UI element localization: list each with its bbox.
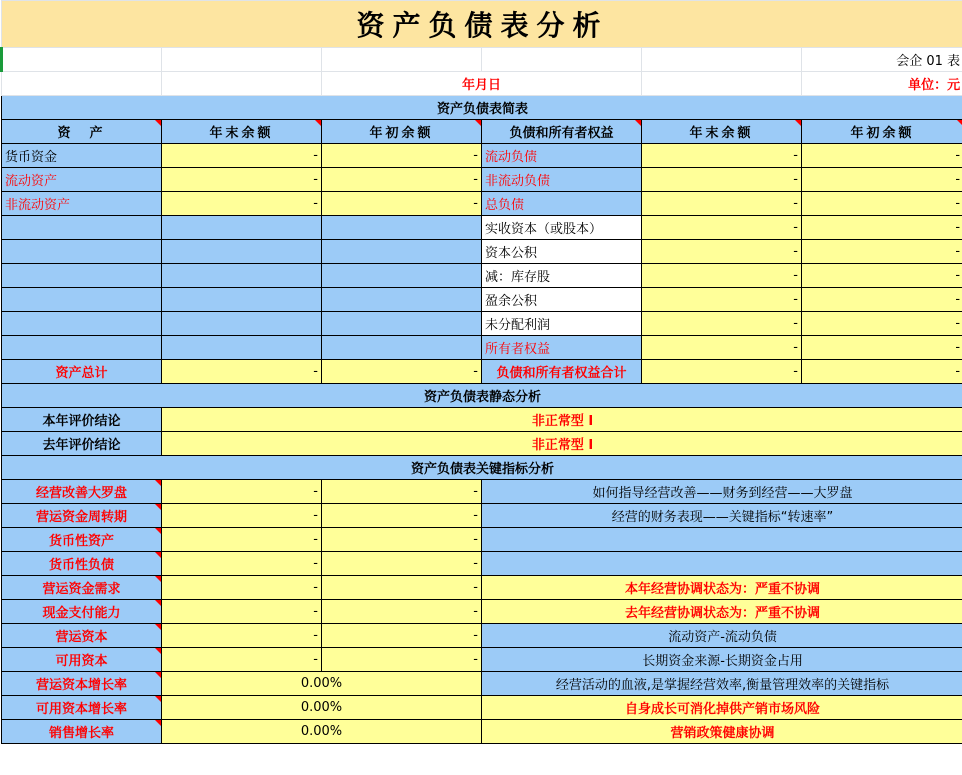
indicator-year-begin[interactable]: - [322, 528, 482, 552]
liability-year-end-value[interactable]: - [642, 216, 802, 240]
indicator-year-end[interactable]: - [162, 600, 322, 624]
unit-label[interactable]: 单位：元 [802, 72, 962, 96]
blank-cell[interactable] [642, 72, 802, 96]
liability-year-begin-value[interactable]: - [802, 312, 962, 336]
col-header-year-end[interactable]: 年末余额 [162, 120, 322, 144]
blank-cell[interactable] [322, 48, 482, 72]
indicator-year-begin[interactable]: - [322, 624, 482, 648]
indicator-year-begin[interactable]: - [322, 552, 482, 576]
indicator-year-begin[interactable]: - [322, 648, 482, 672]
total-liabilities-year-begin[interactable]: - [802, 360, 962, 384]
blank-cell[interactable] [2, 72, 162, 96]
liability-label[interactable]: 盈余公积 [482, 288, 642, 312]
liability-label[interactable]: 资本公积 [482, 240, 642, 264]
indicator-note[interactable]: 如何指导经营改善——财务到经营——大罗盘 [482, 480, 962, 504]
table-row [2, 624, 962, 648]
indicator-year-end[interactable]: - [162, 648, 322, 672]
indicator-note[interactable] [482, 552, 962, 576]
col-header-year-end[interactable]: 年末余额 [642, 120, 802, 144]
liability-year-end-value[interactable]: - [642, 168, 802, 192]
form-number[interactable]: 会企 01 表 [802, 48, 962, 72]
indicator-year-end[interactable]: - [162, 528, 322, 552]
blank-cell[interactable] [162, 72, 322, 96]
indicator-year-end[interactable]: - [162, 504, 322, 528]
indicator-label[interactable]: 经营改善大罗盘 [2, 480, 162, 504]
table-row [2, 480, 962, 504]
indicator-label[interactable]: 现金支付能力 [2, 600, 162, 624]
liability-label[interactable]: 总负债 [482, 192, 642, 216]
blank-cell[interactable] [162, 288, 322, 312]
asset-year-begin-value[interactable]: - [322, 168, 482, 192]
section-static-analysis-header: 资产负债表静态分析 [2, 384, 962, 408]
liability-year-end-value[interactable]: - [642, 240, 802, 264]
liability-label[interactable]: 非流动负债 [482, 168, 642, 192]
table-row [2, 672, 962, 696]
page-title: 资产负债表分析 [2, 1, 962, 48]
blank-cell[interactable] [322, 336, 482, 360]
indicator-year-begin[interactable]: - [322, 576, 482, 600]
col-header-year-begin[interactable]: 年初余额 [802, 120, 962, 144]
indicator-note[interactable]: 长期资金来源-长期资金占用 [482, 648, 962, 672]
blank-cell[interactable] [322, 216, 482, 240]
asset-label[interactable] [2, 264, 162, 288]
rate-note[interactable]: 营销政策健康协调 [482, 720, 962, 744]
table-row [2, 216, 962, 240]
liability-year-end-value[interactable]: - [642, 192, 802, 216]
liability-year-begin-value[interactable]: - [802, 168, 962, 192]
table-row [2, 192, 962, 216]
section-summary-header: 资产负债表简表 [2, 96, 962, 120]
blank-cell[interactable] [322, 288, 482, 312]
table-row [2, 288, 962, 312]
table-row [2, 504, 962, 528]
col-header-assets[interactable]: 资 产 [2, 120, 162, 144]
asset-label[interactable]: 货币资金 [2, 144, 162, 168]
last-year-conclusion-label[interactable]: 去年评价结论 [2, 432, 162, 456]
table-row [2, 168, 962, 192]
col-header-liabilities[interactable]: 负债和所有者权益 [482, 120, 642, 144]
liability-year-begin-value[interactable]: - [802, 336, 962, 360]
liability-label[interactable]: 流动负债 [482, 144, 642, 168]
indicator-note[interactable]: 去年经营协调状态为：严重不协调 [482, 600, 962, 624]
indicator-year-end[interactable]: - [162, 576, 322, 600]
table-row [2, 600, 962, 624]
indicator-label[interactable]: 可用资本 [2, 648, 162, 672]
asset-label[interactable]: 流动资产 [2, 168, 162, 192]
asset-label[interactable]: 非流动资产 [2, 192, 162, 216]
asset-label[interactable] [2, 312, 162, 336]
blank-cell[interactable] [482, 48, 642, 72]
blank-cell[interactable] [162, 240, 322, 264]
rate-label[interactable]: 可用资本增长率 [2, 696, 162, 720]
total-assets-year-end[interactable]: - [162, 360, 322, 384]
liability-year-end-value[interactable]: - [642, 288, 802, 312]
liability-year-end-value[interactable]: - [642, 312, 802, 336]
liability-year-begin-value[interactable]: - [802, 192, 962, 216]
indicator-year-end[interactable]: - [162, 480, 322, 504]
indicator-year-end[interactable]: - [162, 552, 322, 576]
table-row [2, 408, 962, 432]
indicator-note[interactable] [482, 528, 962, 552]
asset-label[interactable] [2, 216, 162, 240]
rate-value[interactable]: 0.00% [162, 696, 482, 720]
indicator-year-begin[interactable]: - [322, 504, 482, 528]
asset-year-begin-value[interactable]: - [322, 192, 482, 216]
asset-label[interactable] [2, 288, 162, 312]
liability-year-end-value[interactable]: - [642, 264, 802, 288]
col-header-year-begin[interactable]: 年初余额 [322, 120, 482, 144]
indicator-label[interactable]: 营运资金需求 [2, 576, 162, 600]
this-year-conclusion-value[interactable]: 非正常型 I [162, 408, 962, 432]
rate-note[interactable]: 经营活动的血液,是掌握经营效率,衡量管理效率的关键指标 [482, 672, 962, 696]
table-row [2, 720, 962, 744]
date-label[interactable]: 年月日 [322, 72, 642, 96]
asset-year-end-value[interactable]: - [162, 144, 322, 168]
total-assets-year-begin[interactable]: - [322, 360, 482, 384]
liability-year-begin-value[interactable]: - [802, 288, 962, 312]
table-row [2, 264, 962, 288]
table-row [2, 432, 962, 456]
blank-cell[interactable] [162, 216, 322, 240]
indicator-label[interactable]: 营运资本 [2, 624, 162, 648]
total-liabilities-label[interactable]: 负债和所有者权益合计 [482, 360, 642, 384]
table-row [2, 312, 962, 336]
table-row [2, 336, 962, 360]
asset-label[interactable] [2, 240, 162, 264]
table-row [2, 576, 962, 600]
indicator-year-begin[interactable]: - [322, 600, 482, 624]
table-row [2, 696, 962, 720]
liability-year-end-value[interactable]: - [642, 336, 802, 360]
blank-cell[interactable] [162, 48, 322, 72]
table-row [2, 144, 962, 168]
asset-label[interactable] [2, 336, 162, 360]
rate-label[interactable]: 销售增长率 [2, 720, 162, 744]
this-year-conclusion-label[interactable]: 本年评价结论 [2, 408, 162, 432]
liability-year-begin-value[interactable]: - [802, 144, 962, 168]
liability-year-end-value[interactable]: - [642, 144, 802, 168]
rate-value[interactable]: 0.00% [162, 672, 482, 696]
blank-cell[interactable] [322, 312, 482, 336]
asset-year-begin-value[interactable]: - [322, 144, 482, 168]
blank-cell[interactable] [162, 264, 322, 288]
blank-cell[interactable] [642, 48, 802, 72]
indicator-year-begin[interactable]: - [322, 480, 482, 504]
indicator-label[interactable]: 货币性负债 [2, 552, 162, 576]
blank-cell[interactable] [322, 264, 482, 288]
indicator-label[interactable]: 营运资金周转期 [2, 504, 162, 528]
indicator-note[interactable]: 流动资产-流动负债 [482, 624, 962, 648]
total-row [2, 360, 962, 384]
rate-note[interactable]: 自身成长可消化掉供产销市场风险 [482, 696, 962, 720]
table-row [2, 240, 962, 264]
asset-year-end-value[interactable]: - [162, 192, 322, 216]
liability-label[interactable]: 减：库存股 [482, 264, 642, 288]
liability-label[interactable]: 实收资本（或股本） [482, 216, 642, 240]
liability-year-begin-value[interactable]: - [802, 240, 962, 264]
rate-label[interactable]: 营运资本增长率 [2, 672, 162, 696]
liability-year-begin-value[interactable]: - [802, 264, 962, 288]
asset-year-end-value[interactable]: - [162, 168, 322, 192]
blank-cell[interactable] [322, 240, 482, 264]
rate-value[interactable]: 0.00% [162, 720, 482, 744]
blank-cell[interactable] [2, 48, 162, 72]
liability-label[interactable]: 未分配利润 [482, 312, 642, 336]
table-row [2, 552, 962, 576]
blank-cell[interactable] [162, 312, 322, 336]
indicator-label[interactable]: 货币性资产 [2, 528, 162, 552]
section-key-indicators-header: 资产负债表关键指标分析 [2, 456, 962, 480]
liability-label[interactable]: 所有者权益 [482, 336, 642, 360]
indicator-note[interactable]: 本年经营协调状态为：严重不协调 [482, 576, 962, 600]
total-assets-label[interactable]: 资产总计 [2, 360, 162, 384]
liability-year-begin-value[interactable]: - [802, 216, 962, 240]
indicator-note[interactable]: 经营的财务表现——关键指标“转速率” [482, 504, 962, 528]
table-row [2, 528, 962, 552]
total-liabilities-year-end[interactable]: - [642, 360, 802, 384]
indicator-year-end[interactable]: - [162, 624, 322, 648]
last-year-conclusion-value[interactable]: 非正常型 I [162, 432, 962, 456]
blank-cell[interactable] [162, 336, 322, 360]
table-row [2, 648, 962, 672]
